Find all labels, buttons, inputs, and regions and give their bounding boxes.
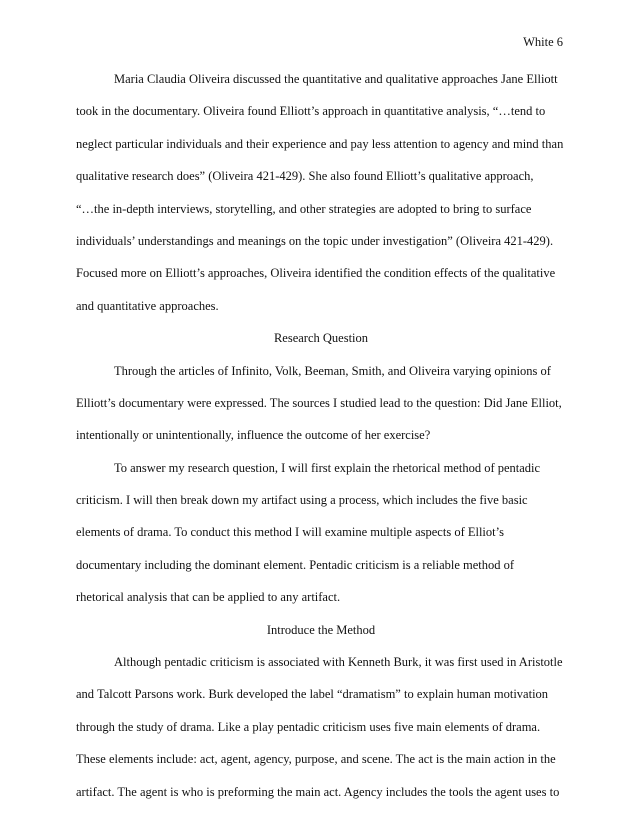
paragraph-line: documentary including the dominant element. Pentadic criticism is a reliable method of — [76, 557, 515, 572]
paragraph-line: elements of drama. To conduct this method I will examine multiple aspects of Elliot’s — [76, 525, 504, 540]
paragraph-line: through the study of drama. Like a play pentadic criticism uses five main elements of drama. — [76, 719, 541, 734]
paragraph-line: neglect particular individuals and their experience and pay less attention to agency and mind than — [76, 136, 564, 151]
paragraph-line: To answer my research question, I will first explain the rhetorical method of pentadic — [114, 460, 541, 475]
paragraph-line: intentionally or unintentionally, influence the outcome of her exercise? — [76, 428, 431, 443]
paragraph-line: Although pentadic criticism is associated with Kenneth Burk, it was first used in Aristotle — [114, 655, 563, 670]
paragraph-line: artifact. The agent is who is preforming the main act. Agency includes the tools the agent uses to — [76, 784, 560, 799]
paragraph-line: “…the in-depth interviews, storytelling, and other strategies are adopted to bring to surface — [76, 201, 532, 216]
paragraph-line: Elliott’s documentary were expressed. The sources I studied lead to the question: Did Jane Elliot, — [76, 395, 562, 410]
paragraph-line: Through the articles of Infinito, Volk, Beeman, Smith, and Oliveira varying opinions of — [114, 363, 551, 378]
paragraph-line: took in the documentary. Oliveira found Elliott’s approach in quantitative analysis, “…tend to — [76, 104, 546, 119]
section-heading-research-question: Research Question — [273, 331, 369, 346]
paragraph-line: and quantitative approaches. — [76, 298, 219, 313]
paragraph-line: criticism. I will then break down my artifact using a process, which includes the five basic — [76, 493, 528, 508]
section-heading-introduce-method: Introduce the Method — [266, 622, 376, 637]
paragraph-line: These elements include: act, agent, agency, purpose, and scene. The act is the main action in the — [76, 752, 556, 767]
paragraph-line: and Talcott Parsons work. Burk developed the label “dramatism” to explain human motivation — [76, 687, 549, 702]
running-head: White 6 — [523, 35, 563, 49]
body-text — [76, 72, 566, 817]
paragraph-line: Maria Claudia Oliveira discussed the quantitative and qualitative approaches Jane Elliott — [114, 72, 558, 86]
paragraph-line: individuals’ understandings and meanings on the topic under investigation” (Oliveira 421-429). — [76, 233, 554, 248]
paragraph-line: Focused more on Elliott’s approaches, Oliveira identified the condition effects of the qualitative — [76, 266, 556, 281]
paragraph-line: qualitative research does” (Oliveira 421-429). She also found Elliott’s qualitative approach, — [76, 169, 534, 184]
paragraph-line: rhetorical analysis that can be applied to any artifact. — [76, 590, 341, 605]
